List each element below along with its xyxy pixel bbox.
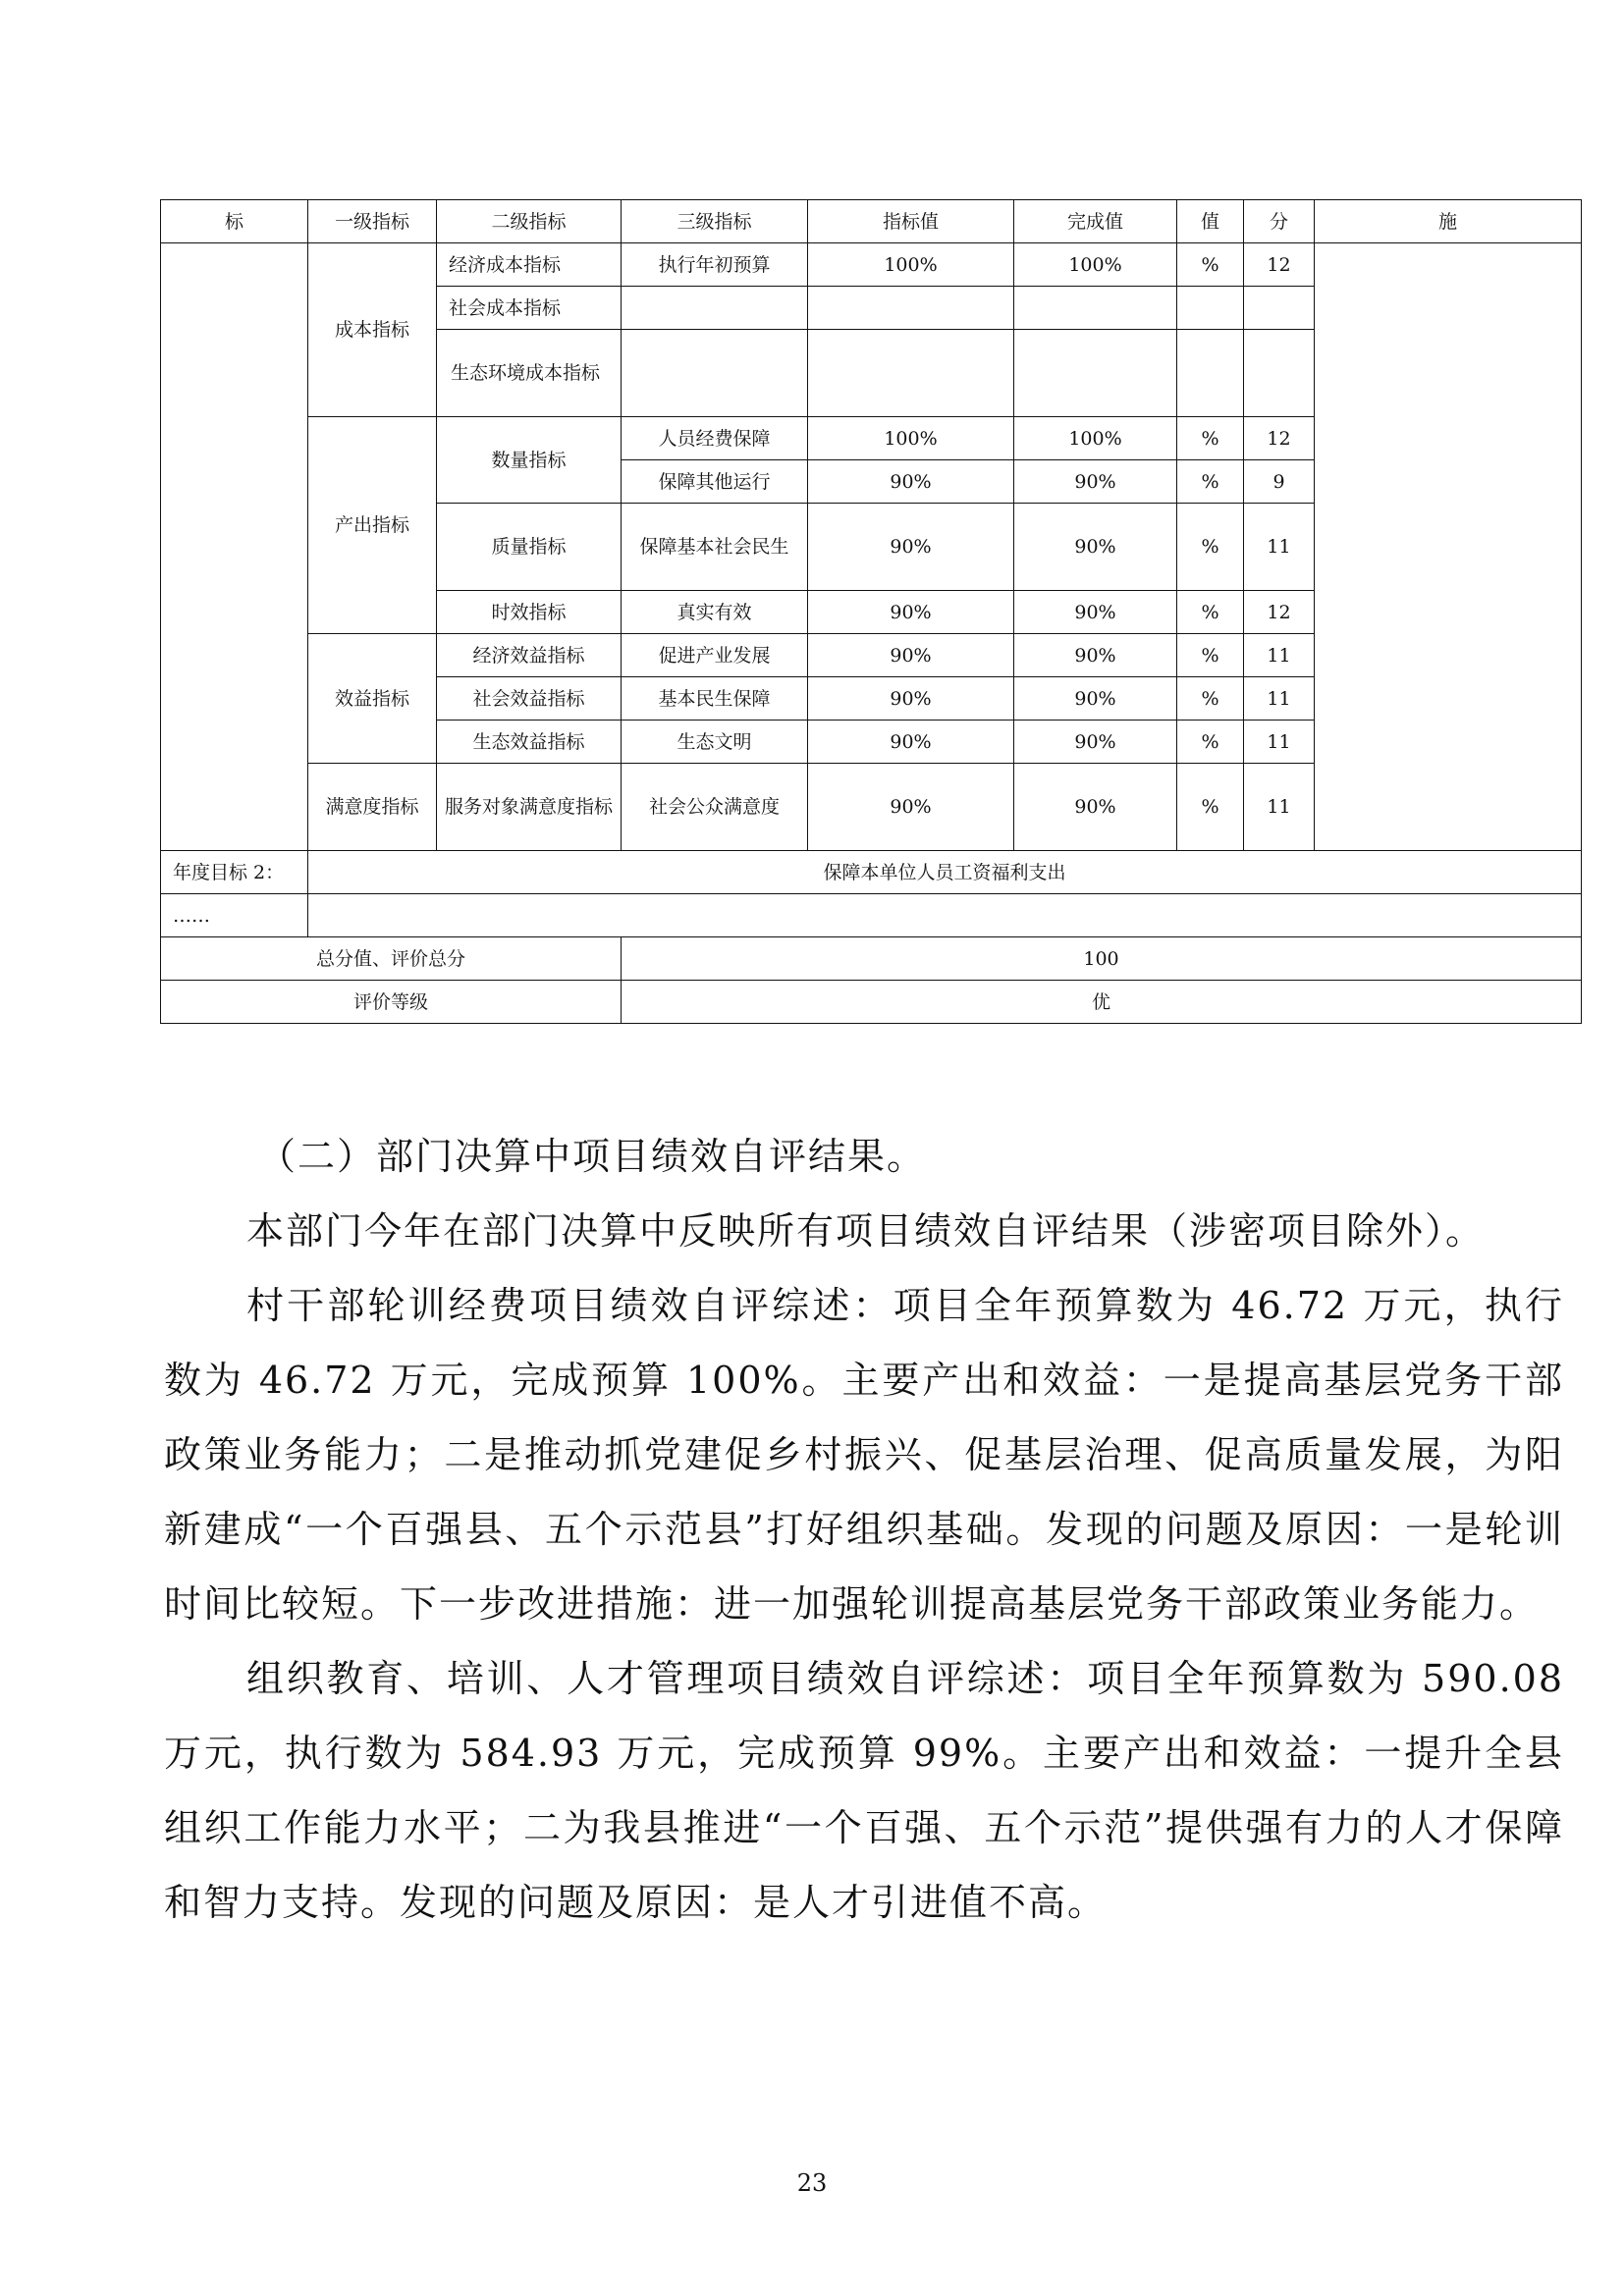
level2-cell: 生态效益指标	[437, 721, 622, 764]
header-cell: 施	[1315, 200, 1582, 243]
header-cell: 完成值	[1014, 200, 1177, 243]
total-score-value: 100	[622, 937, 1582, 981]
paragraph-training-fund: 村干部轮训经费项目绩效自评综述：项目全年预算数为 46.72 万元，执行数为 46.72 万元，完成预算 100%。主要产出和效益：一是提高基层党务干部政策业务能力；二是推动抓党建促乡村振兴、促基层治理、促高质量发展，为阳新建成“一个百强县、五个示范县”打好组织基础。发现的问题及原因：一是轮训时间比较短。下一步改进措施：进一加强轮训提高基层党务干部政策业务能力。	[164, 1284, 1564, 1626]
level3-cell: 真实有效	[622, 591, 808, 634]
level3-cell: 人员经费保障	[622, 417, 808, 460]
level1-benefit: 效益指标	[308, 634, 437, 764]
ellipsis-row	[161, 894, 1582, 937]
level1-cost: 成本指标	[308, 243, 437, 417]
annual-goal-2-text: 保障本单位人员工资福利支出	[308, 851, 1582, 894]
level3-cell: 生态文明	[622, 721, 808, 764]
target-cell	[808, 330, 1014, 417]
level2-cell: 时效指标	[437, 591, 622, 634]
header-cell: 分	[1244, 200, 1315, 243]
unit-cell: %	[1177, 504, 1244, 591]
level3-cell: 基本民生保障	[622, 677, 808, 721]
grade-label: 评价等级	[161, 981, 622, 1024]
level1-satisfaction: 满意度指标	[308, 764, 437, 851]
ellipsis-cell: ……	[161, 894, 308, 937]
level2-cell: 生态环境成本指标	[437, 330, 622, 417]
level3-cell	[622, 330, 808, 417]
actual-cell: 100%	[1014, 243, 1177, 287]
measures-column	[1315, 243, 1582, 851]
target-cell	[808, 287, 1014, 330]
level3-cell: 执行年初预算	[622, 243, 808, 287]
level3-cell: 保障其他运行	[622, 460, 808, 504]
paragraph-education-talent: 组织教育、培训、人才管理项目绩效自评综述：项目全年预算数为 590.08 万元，执行数为 584.93 万元，完成预算 99%。主要产出和效益：一提升全县组织工作能力水平；二为我县推进“一个百强、五个示范”提供强有力的人才保障和智力支持。发现的问题及原因：是人才引进值不高。	[164, 1657, 1564, 1924]
score-cell: 11	[1244, 504, 1315, 591]
section-heading: （二）部门决算中项目绩效自评结果。	[258, 1135, 927, 1178]
total-score-row	[161, 937, 1582, 981]
level2-cell: 社会成本指标	[437, 287, 622, 330]
target-cell: 90%	[808, 721, 1014, 764]
score-cell: 11	[1244, 634, 1315, 677]
score-cell: 11	[1244, 721, 1315, 764]
unit-cell: %	[1177, 677, 1244, 721]
header-cell: 一级指标	[308, 200, 437, 243]
unit-cell: %	[1177, 417, 1244, 460]
score-cell: 12	[1244, 417, 1315, 460]
level2-cell: 社会效益指标	[437, 677, 622, 721]
actual-cell	[1014, 330, 1177, 417]
target-cell: 90%	[808, 591, 1014, 634]
target-cell: 100%	[808, 243, 1014, 287]
header-cell: 指标值	[808, 200, 1014, 243]
performance-table	[160, 199, 1582, 1024]
level3-cell: 促进产业发展	[622, 634, 808, 677]
actual-cell: 90%	[1014, 460, 1177, 504]
level3-cell	[622, 287, 808, 330]
level3-cell: 保障基本社会民生	[622, 504, 808, 591]
unit-cell: %	[1177, 460, 1244, 504]
score-cell: 11	[1244, 677, 1315, 721]
header-cell: 标	[161, 200, 308, 243]
score-cell	[1244, 330, 1315, 417]
total-score-label: 总分值、评价总分	[161, 937, 622, 981]
level2-cell: 质量指标	[437, 504, 622, 591]
unit-cell	[1177, 287, 1244, 330]
score-cell: 9	[1244, 460, 1315, 504]
target-cell: 90%	[808, 504, 1014, 591]
unit-cell	[1177, 330, 1244, 417]
actual-cell	[1014, 287, 1177, 330]
unit-cell: %	[1177, 243, 1244, 287]
grade-value: 优	[622, 981, 1582, 1024]
score-cell: 12	[1244, 591, 1315, 634]
unit-cell: %	[1177, 721, 1244, 764]
actual-cell: 90%	[1014, 634, 1177, 677]
actual-cell: 90%	[1014, 677, 1177, 721]
score-cell: 11	[1244, 764, 1315, 851]
table-row	[161, 243, 1582, 287]
table-header-row	[161, 200, 1582, 243]
level2-cell: 经济效益指标	[437, 634, 622, 677]
target-cell: 90%	[808, 634, 1014, 677]
level2-cell: 经济成本指标	[437, 243, 622, 287]
paragraph-intro: 本部门今年在部门决算中反映所有项目绩效自评结果（涉密项目除外）。	[246, 1209, 1486, 1253]
target-cell: 90%	[808, 764, 1014, 851]
grade-row	[161, 981, 1582, 1024]
annual-goal-2-row	[161, 851, 1582, 894]
unit-cell: %	[1177, 764, 1244, 851]
annual-goal-2-label: 年度目标 2：	[161, 851, 308, 894]
unit-cell: %	[1177, 591, 1244, 634]
score-cell: 12	[1244, 243, 1315, 287]
score-cell	[1244, 287, 1315, 330]
body-text	[164, 1119, 1564, 1940]
actual-cell: 90%	[1014, 504, 1177, 591]
target-cell: 90%	[808, 677, 1014, 721]
header-cell: 二级指标	[437, 200, 622, 243]
actual-cell: 100%	[1014, 417, 1177, 460]
page-number: 23	[796, 2169, 828, 2197]
actual-cell: 90%	[1014, 591, 1177, 634]
actual-cell: 90%	[1014, 721, 1177, 764]
level3-cell: 社会公众满意度	[622, 764, 808, 851]
target-cell: 90%	[808, 460, 1014, 504]
empty-cell	[308, 894, 1582, 937]
unit-cell: %	[1177, 634, 1244, 677]
level1-output: 产出指标	[308, 417, 437, 634]
level2-cell: 服务对象满意度指标	[437, 764, 622, 851]
header-cell: 值	[1177, 200, 1244, 243]
header-cell: 三级指标	[622, 200, 808, 243]
target-cell: 100%	[808, 417, 1014, 460]
actual-cell: 90%	[1014, 764, 1177, 851]
level2-cell: 数量指标	[437, 417, 622, 504]
blank-indicator-column	[161, 243, 308, 851]
